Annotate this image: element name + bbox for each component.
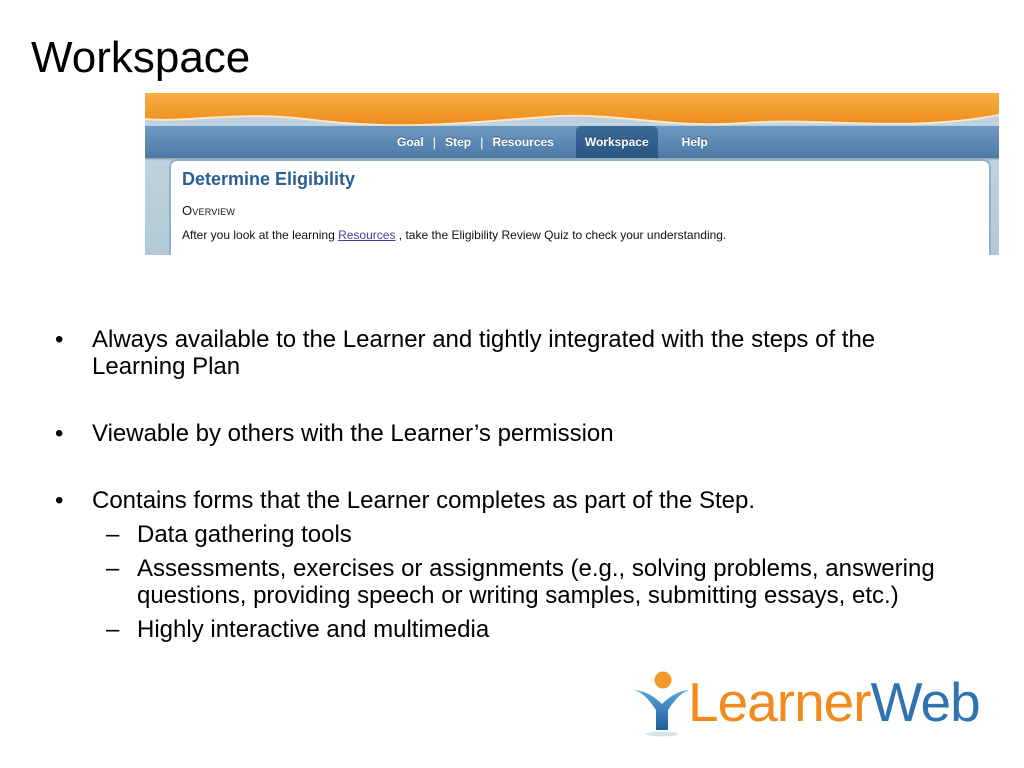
tab-list xyxy=(389,126,716,158)
logo-wordmark xyxy=(688,667,980,737)
overview-text-start: After you look at the learning xyxy=(182,228,339,242)
person-y-icon xyxy=(630,668,692,738)
bullet-item xyxy=(55,420,935,447)
bullet-glyph: • xyxy=(55,420,64,447)
overview-text-end: , take the Eligibility Review Quiz to check your understanding. xyxy=(395,228,727,242)
slide-title: Workspace xyxy=(31,33,251,82)
bullet-item xyxy=(55,326,935,380)
bullet-text: Viewable by others with the Learner’s permission xyxy=(92,420,614,447)
panel-heading: Determine Eligibility xyxy=(182,169,356,189)
bullet-text: Contains forms that the Learner completes as part of the Step. xyxy=(92,487,756,514)
logo-learner-text: Learner xyxy=(688,671,871,733)
sub-bullet-item xyxy=(55,521,935,548)
sub-bullet-text: Assessments, exercises or assignments (e.g., solving problems, answering questions, providing speech or writing samples, submitting essays, etc.) xyxy=(137,555,935,609)
dash-glyph: – xyxy=(106,616,120,643)
sub-bullet-item xyxy=(55,616,935,643)
workspace-screenshot xyxy=(145,93,999,255)
dash-glyph: – xyxy=(106,555,120,582)
content-panel xyxy=(169,159,991,255)
sub-bullet-text: Highly interactive and multimedia xyxy=(137,616,490,643)
tab-step[interactable]: Step xyxy=(445,135,472,149)
tab-goal[interactable]: Goal xyxy=(397,135,424,149)
sub-bullet-text: Data gathering tools xyxy=(137,521,352,548)
sub-bullet-item xyxy=(55,555,935,609)
tab-workspace[interactable]: Workspace xyxy=(576,126,658,158)
bullet-item xyxy=(55,487,935,514)
tab-bar xyxy=(145,126,999,158)
tab-separator: | xyxy=(480,134,484,150)
bullet-glyph: • xyxy=(55,487,64,514)
dash-glyph: – xyxy=(106,521,120,548)
tab-resources[interactable]: Resources xyxy=(492,135,554,149)
logo-web-text: Web xyxy=(870,671,980,733)
bullet-text: Always available to the Learner and tightly integrated with the steps of the Learning Plan xyxy=(92,326,876,380)
overview-text xyxy=(182,228,726,242)
bullet-list xyxy=(55,326,935,643)
resources-link[interactable]: Resources xyxy=(338,228,396,242)
tab-help[interactable]: Help xyxy=(681,135,708,149)
tab-separator: | xyxy=(432,134,437,150)
bullet-glyph: • xyxy=(55,326,64,353)
learnerweb-logo xyxy=(630,668,995,740)
overview-subheading: Overview xyxy=(182,203,236,218)
